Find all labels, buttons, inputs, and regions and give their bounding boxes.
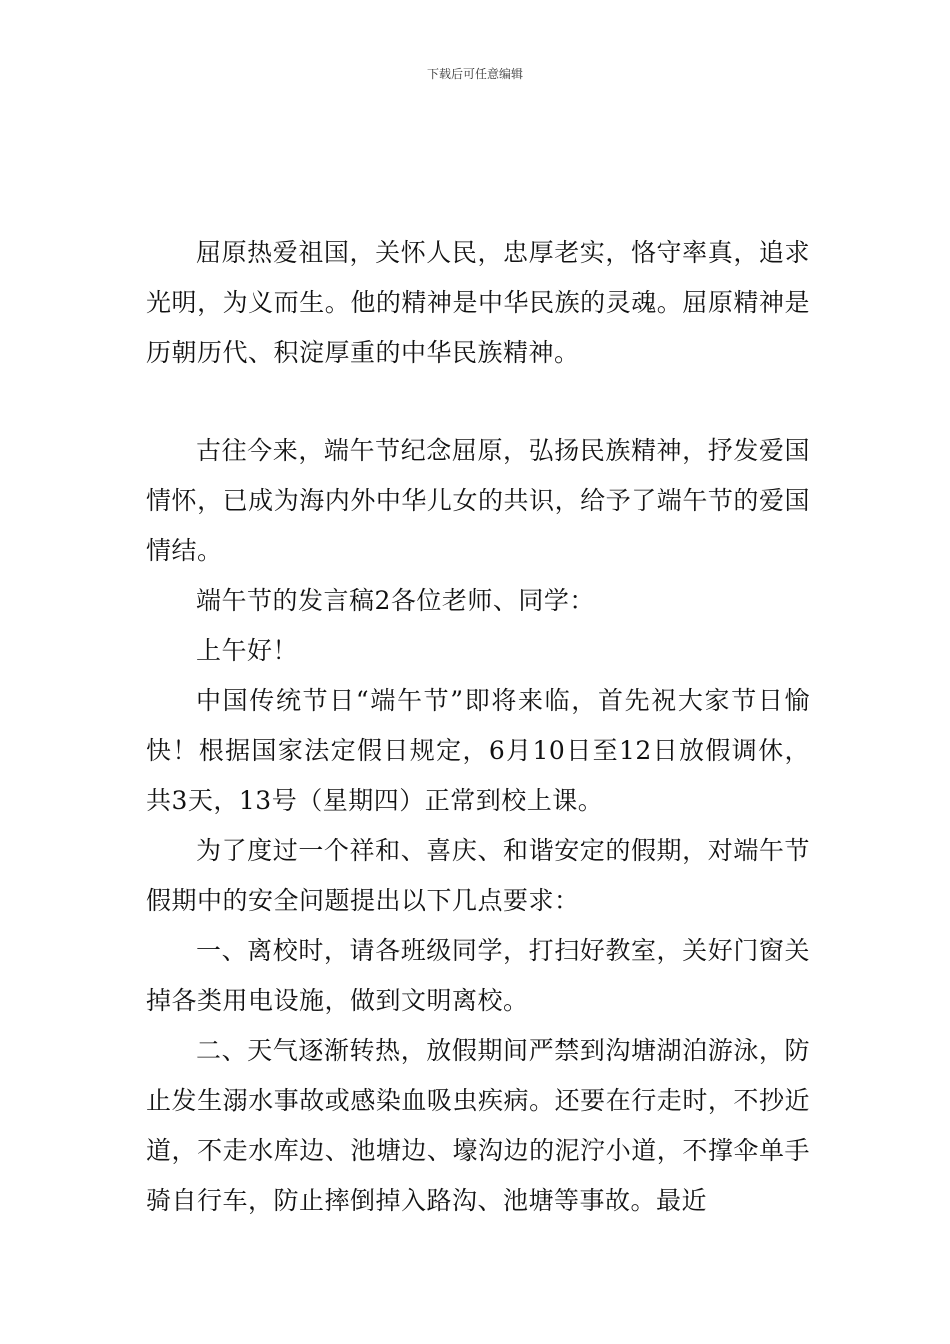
paragraph-qu-yuan-spirit: 屈原热爱祖国，关怀人民，忠厚老实，恪守率真，追求光明，为义而生。他的精神是中华民族的灵魂。屈原精神是历朝历代、积淀厚重的中华民族精神。 [146, 238, 810, 367]
paragraph-greeting: 上午好！ [196, 636, 299, 665]
paragraph-dragon-boat-patriotism: 古往今来，端午节纪念屈原，弘扬民族精神，抒发爱国情怀，已成为海内外中华儿女的共识，给予了端午节的爱国情结。 [146, 436, 810, 565]
header-note: 下载后可任意编辑 [426, 67, 523, 81]
paragraph-holiday-schedule: 中国传统节日“端午节”即将来临，首先祝大家节日愉快！根据国家法定假日规定，6月10日至12日放假调休，共3天，13号（星期四）正常到校上课。 [146, 686, 810, 815]
document-body [146, 228, 810, 1226]
paragraph-rule-two: 二、天气逐渐转热，放假期间严禁到沟塘湖泊游泳，防止发生溺水事故或感染血吸虫疾病。还要在行走时，不抄近道，不走水库边、池塘边、壕沟边的泥泞小道，不撑伞单手骑自行车，防止摔倒掉入路沟、池塘等事故。最近 [146, 1036, 810, 1215]
paragraph-safety-intro: 为了度过一个祥和、喜庆、和谐安定的假期，对端午节假期中的安全问题提出以下几点要求： [146, 836, 810, 915]
paragraph-rule-one: 一、离校时，请各班级同学，打扫好教室，关好门窗关掉各类用电设施，做到文明离校。 [146, 936, 810, 1015]
paragraph-speech-title: 端午节的发言稿2各位老师、同学： [196, 586, 595, 615]
